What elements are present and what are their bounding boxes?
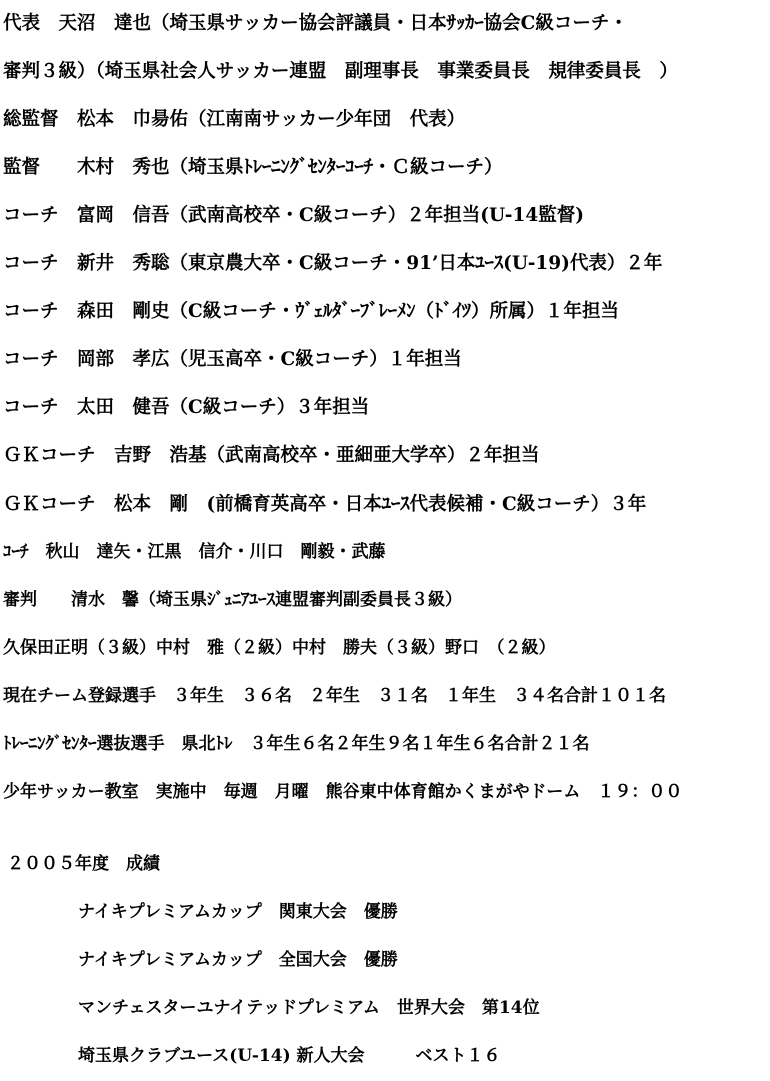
staff-line-representative-cont: 審判３級）（埼玉県社会人サッカー連盟 副理事長 事業委員長 規律委員長 ） [3,61,678,82]
staff-line-general-manager: 総監督 松本 巾昜佑（江南南サッカー少年団 代表） [3,109,466,130]
players-registered-line: 現在チーム登録選手 ３年生 ３６名 ２年生 ３１名 １年生 ３４名合計１０１名 [3,686,666,706]
staff-line-coach-arai: コーチ 新井 秀聡（東京農大卒・C級コーチ・91’日本ﾕｰｽ(U-19)代表）２年 [3,253,663,274]
staff-line-referees: 久保田正明（３級）中村 雅（２級）中村 勝夫（３級）野口 （２級） [3,638,556,658]
results-item: ナイキプレミアムカップ 関東大会 優勝 [78,902,398,922]
results-item: マンチェスターユナイテッドプレミアム 世界大会 第14位 [78,998,540,1018]
soccer-school-line: 少年サッカー教室 実施中 毎週 月曜 熊谷東中体育館かくまがやドーム １９：００ [3,782,683,802]
results-item: 埼玉県クラブユース(U-14) 新人大会 ベスト１６ [78,1046,501,1066]
results-item: ナイキプレミアムカップ 全国大会 優勝 [78,950,398,970]
staff-line-coaches: ｺｰﾁ 秋山 達矢・江黒 信介・川口 剛毅・武藤 [3,542,386,562]
staff-line-referee: 審判 清水 馨（埼玉県ｼﾞｭﾆｱﾕｰｽ連盟審判副委員長３級） [3,590,462,610]
staff-line-gk-coach-yoshino: ＧＫコーチ 吉野 浩基（武南高校卒・亜細亜大学卒）２年担当 [3,445,540,466]
training-center-line: ﾄﾚｰﾆﾝｸﾞｾﾝﾀｰ選抜選手 県北ﾄﾚ ３年生６名２年生９名１年生６名合計２１名 [3,734,590,754]
results-heading: ２００５年度 成績 [7,854,160,874]
staff-line-coach-ota: コーチ 太田 健吾（C級コーチ）３年担当 [3,397,370,418]
staff-line-coach-okabe: コーチ 岡部 孝広（児玉高卒・C級コーチ）１年担当 [3,349,462,370]
staff-line-coach-tomioka: コーチ 富岡 信吾（武南高校卒・C級コーチ）２年担当(U-14監督) [3,205,584,226]
staff-line-coach-morita: コーチ 森田 剛史（C級コーチ・ｳﾞｪﾙﾀﾞｰﾌﾞﾚｰﾒﾝ（ﾄﾞｲﾂ）所属）１年担当 [3,301,619,322]
staff-line-representative: 代表 天沼 達也（埼玉県サッカー協会評議員・日本ｻｯｶｰ協会C級コーチ・ [3,13,628,34]
staff-line-gk-coach-matsumoto: ＧＫコーチ 松本 剛 (前橋育英高卒・日本ﾕｰｽ代表候補・C級コーチ）３年 [3,494,647,515]
staff-line-head-coach: 監督 木村 秀也（埼玉県ﾄﾚｰﾆﾝｸﾞｾﾝﾀｰｺｰﾁ・Ｃ級コーチ） [3,157,503,178]
